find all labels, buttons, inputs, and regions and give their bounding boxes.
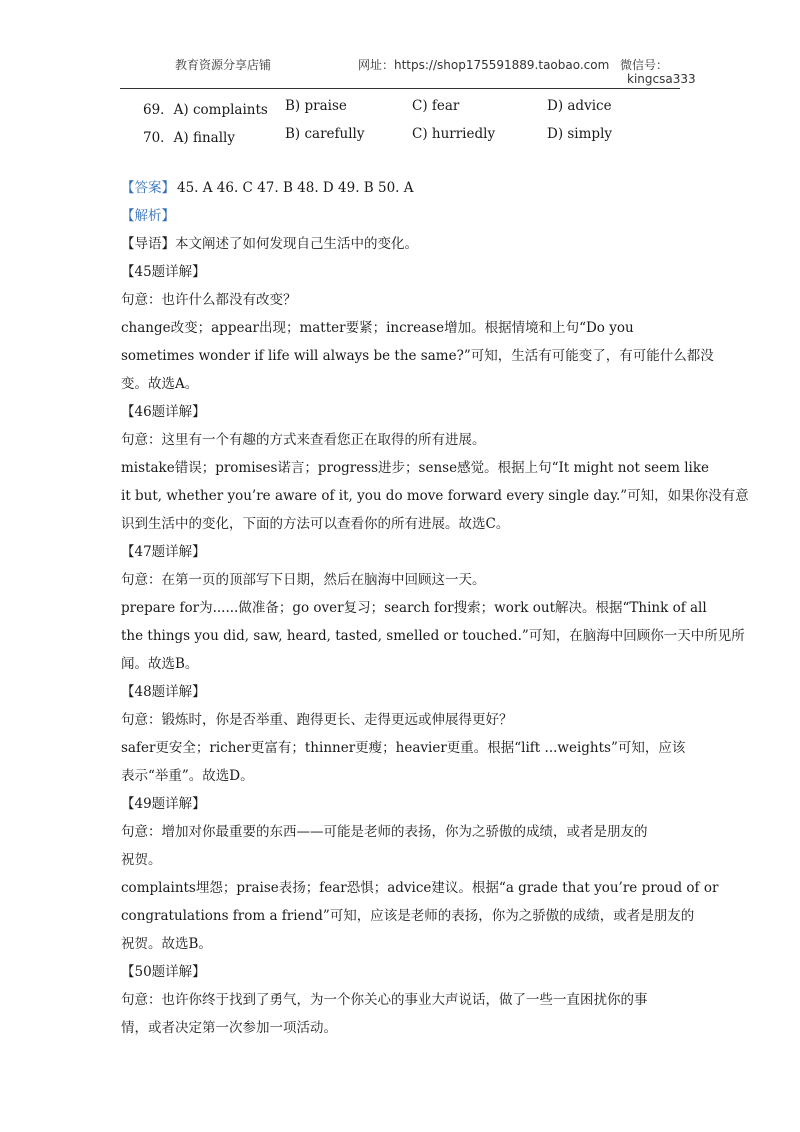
text-line: complaints埋怨；praise表扬；fear恐惧；advice建议。根据“a grade that you’re proud of or	[121, 880, 719, 896]
option-d: D) simply	[547, 126, 613, 142]
text-line: mistake错误；promises诺言；progress进步；sense感觉。根据上句“It might not seem like	[121, 460, 710, 476]
text-line: the things you did, saw, heard, tasted, smelled or touched.”可知，在脑海中回顾你一天中所见所	[121, 628, 745, 644]
answer-values: 45. A 46. C 47. B 48. D 49. B 50. A	[177, 180, 414, 196]
analysis-label: 【解析】	[121, 208, 175, 224]
option-b: B) praise	[285, 98, 347, 114]
option-b: B) carefully	[285, 126, 365, 142]
text-line: 【50题详解】	[121, 964, 206, 980]
text-line: 表示“举重”。故选D。	[121, 768, 254, 784]
wechat-id: kingcsa333	[627, 72, 696, 86]
text-line: 【48题详解】	[121, 684, 206, 700]
option-a: 70．A) finally	[143, 130, 235, 146]
shop-url: 网址：https://shop175591889.taobao.com	[358, 58, 610, 72]
text-line: 【导语】本文阐述了如何发现自己生活中的变化。	[121, 236, 418, 252]
text-line: 祝贺。	[121, 852, 162, 868]
text-line: 句意：也许你终于找到了勇气，为一个你关心的事业大声说话，做了一些一直困扰你的事	[121, 992, 648, 1008]
text-line: change改变；appear出现；matter要紧；increase增加。根据情境和上句“Do you	[121, 320, 634, 336]
text-line: safer更安全；richer更富有；thinner更瘦；heavier更重。根据“lift ...weights”可知，应该	[121, 740, 686, 756]
text-line: 变。故选A。	[121, 376, 199, 392]
text-line: 【47题详解】	[121, 544, 206, 560]
text-line: 祝贺。故选B。	[121, 936, 212, 952]
text-line: it but, whether you’re aware of it, you do move forward every single day.”可知，如果你没有意	[121, 488, 749, 504]
text-line: 闻。故选B。	[121, 656, 199, 672]
option-d: D) advice	[547, 98, 612, 114]
text-line: 识到生活中的变化，下面的方法可以查看你的所有进展。故选C。	[121, 516, 510, 532]
text-line: 情，或者决定第一次参加一项活动。	[121, 1020, 337, 1036]
text-line: 句意：锻炼时，你是否举重、跑得更长、走得更远或伸展得更好？	[121, 712, 513, 728]
shop-name: 教育资源分享店铺	[175, 58, 272, 72]
text-line: 句意：这里有一个有趣的方式来查看您正在取得的所有进展。	[121, 432, 486, 448]
text-line: 【49题详解】	[121, 796, 206, 812]
header-divider	[120, 88, 680, 89]
answer-analysis	[121, 176, 749, 1044]
text-line: 句意：在第一页的顶部写下日期，然后在脑海中回顾这一天。	[121, 572, 486, 588]
answer-label: 【答案】	[121, 180, 175, 196]
option-a: 69．A) complaints	[143, 102, 268, 118]
text-line: prepare for为......做准备；go over复习；search for搜索；work out解决。根据“Think of all	[121, 600, 707, 616]
text-line: 【46题详解】	[121, 404, 206, 420]
text-line: 【45题详解】	[121, 264, 206, 280]
text-line: 句意：增加对你最重要的东西——可能是老师的表扬，你为之骄傲的成绩，或者是朋友的	[121, 824, 648, 840]
text-line: congratulations from a friend”可知，应该是老师的表扬，你为之骄傲的成绩，或者是朋友的	[121, 908, 695, 924]
option-c: C) hurriedly	[412, 126, 496, 142]
wechat-label: 微信号：	[620, 58, 669, 72]
text-line: sometimes wonder if life will always be the same?”可知，生活有可能变了，有可能什么都没	[121, 348, 714, 364]
text-line: 句意：也许什么都没有改变？	[121, 292, 297, 308]
option-c: C) fear	[412, 98, 460, 114]
answer-line	[121, 176, 681, 204]
